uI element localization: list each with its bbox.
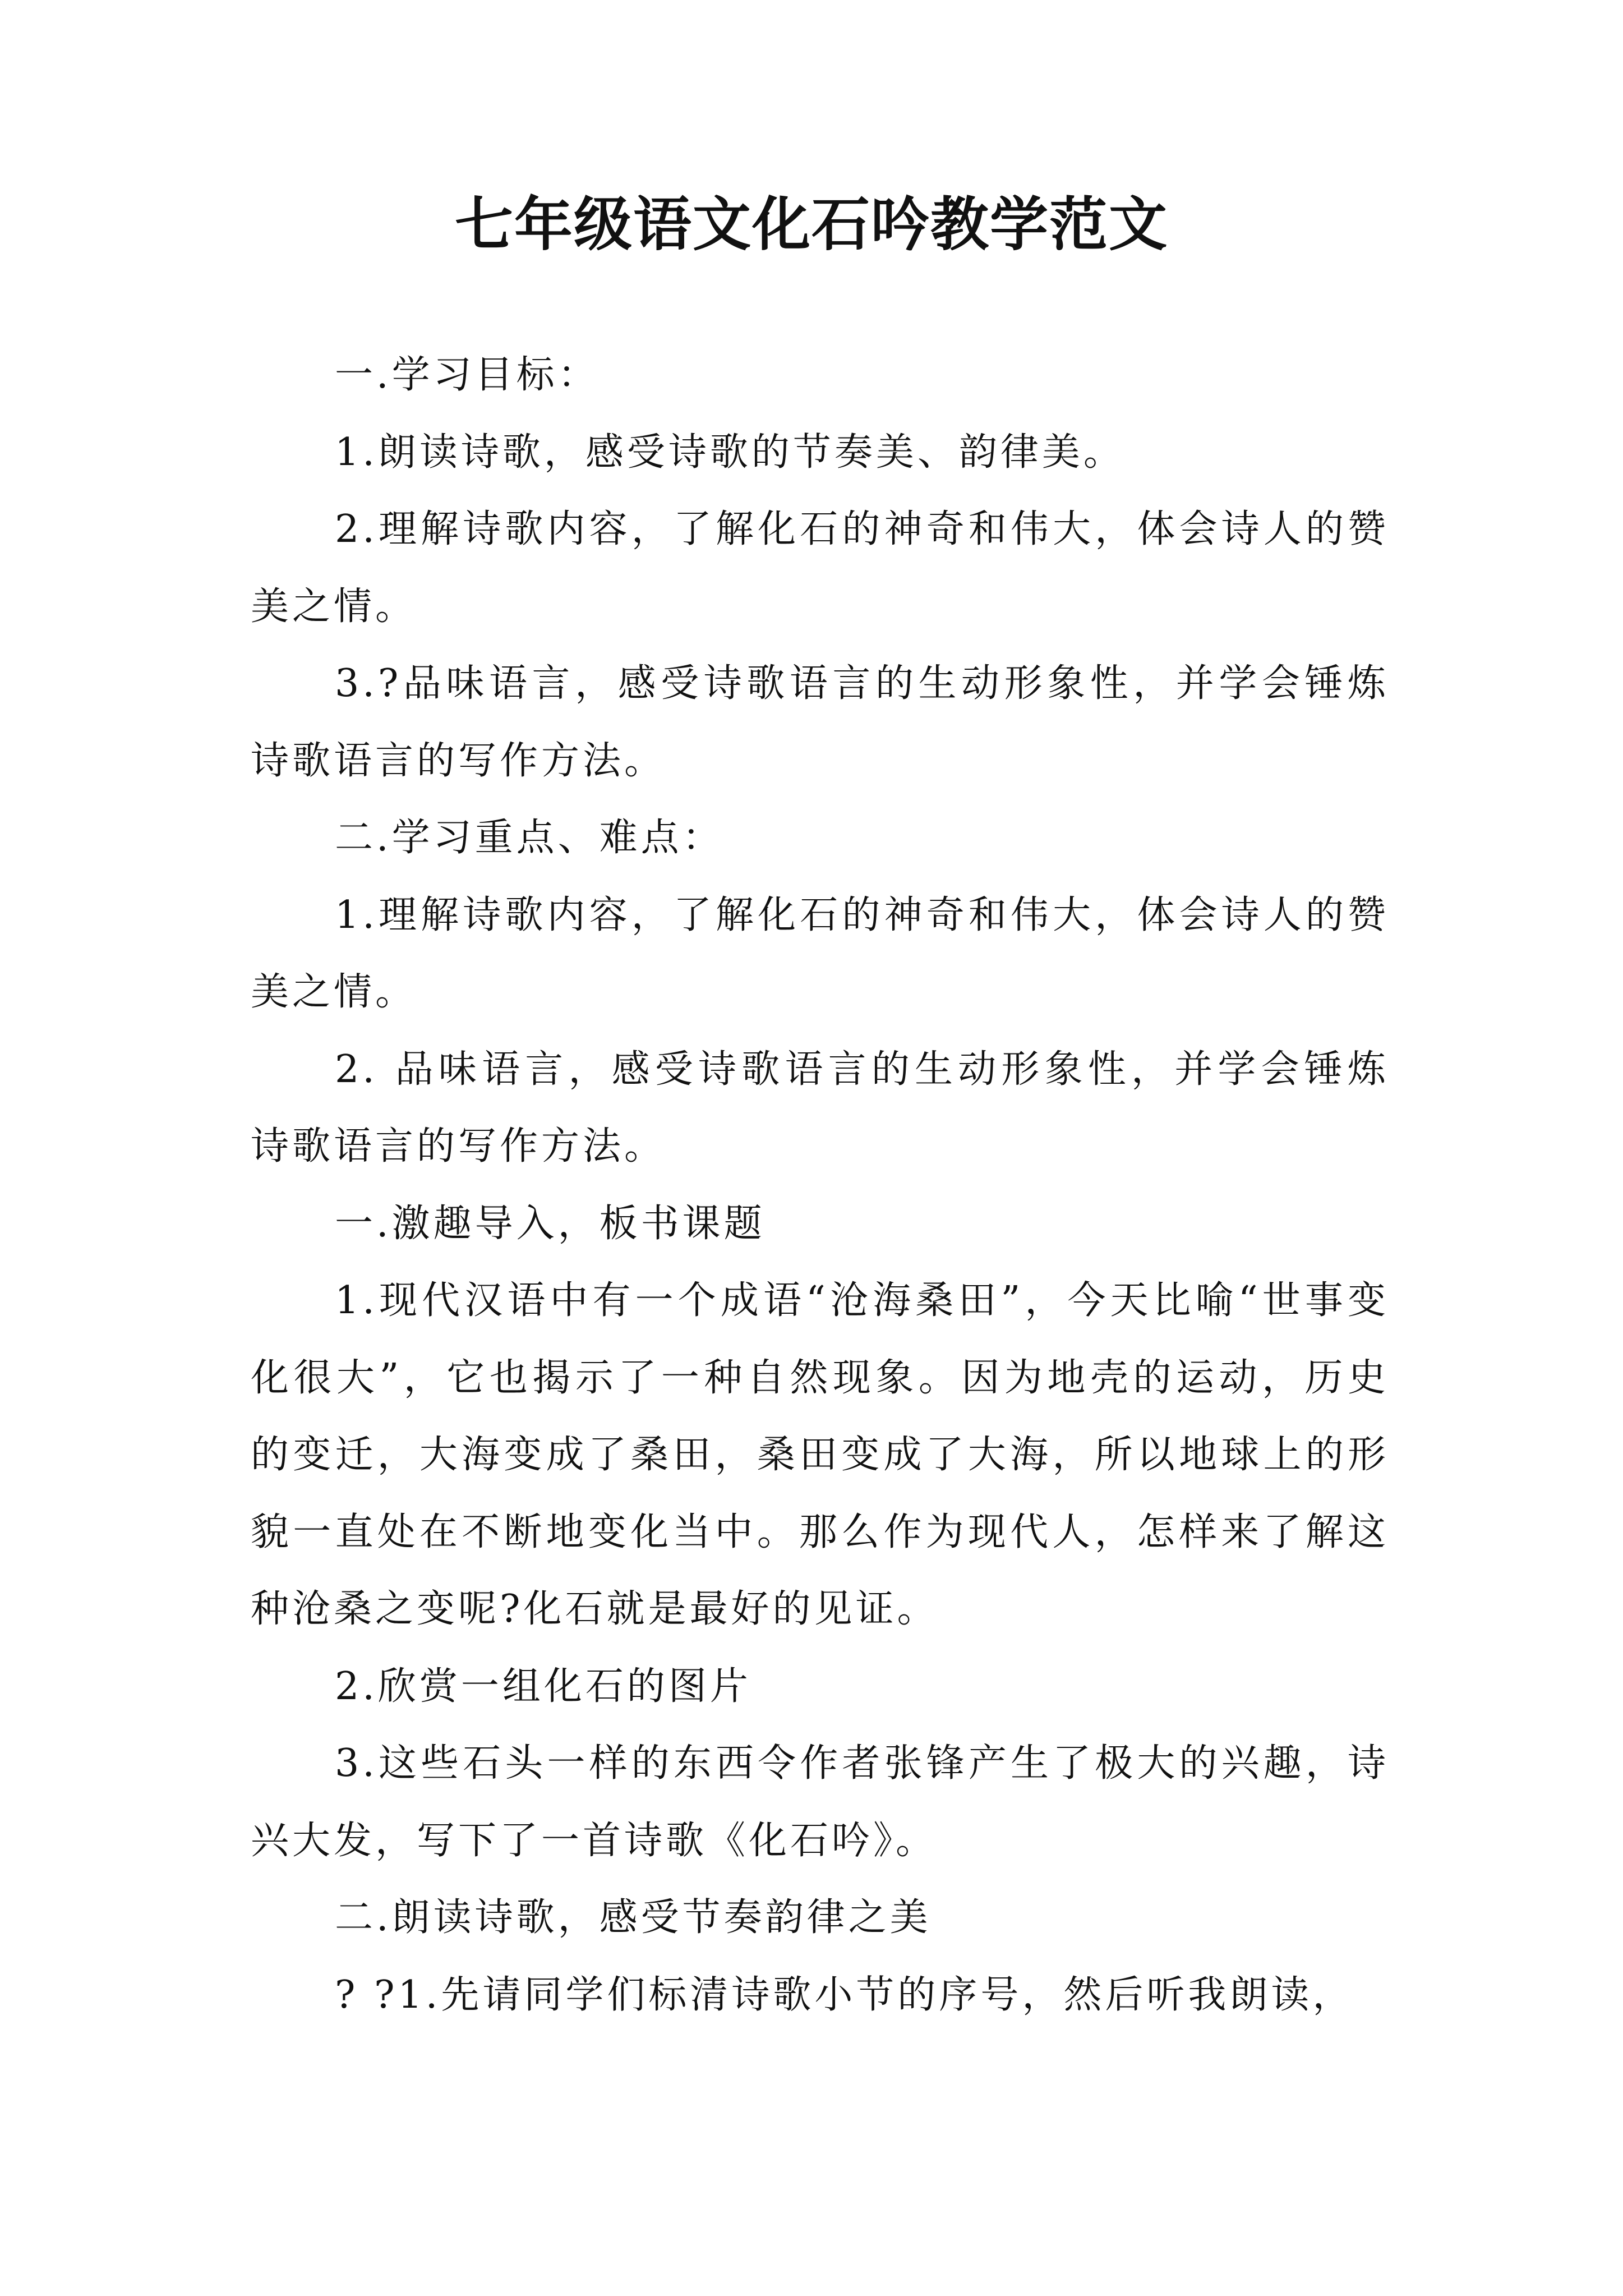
paragraph: 3.?品味语言，感受诗歌语言的生动形象性，并学会锤炼诗歌语言的写作方法。	[251, 661, 1389, 783]
paragraph: 一.学习目标：	[335, 353, 600, 397]
document-body	[251, 337, 1389, 2033]
paragraph: ? ?1.先请同学们标清诗歌小节的序号，然后听我朗读，	[335, 1972, 1354, 2017]
document-title: 七年级语文化石吟教学范文	[454, 190, 1168, 259]
paragraph: 2.欣赏一组化石的图片	[335, 1664, 751, 1709]
paragraph: 1.理解诗歌内容，了解化石的神奇和伟大，体会诗人的赞美之情。	[251, 892, 1389, 1014]
paragraph: 2. 品味语言，感受诗歌语言的生动形象性，并学会锤炼诗歌语言的写作方法。	[251, 1047, 1389, 1168]
paragraph: 1.现代汉语中有一个成语“沧海桑田”，今天比喻“世事变化很大”，它也揭示了一种自然现象。因为地壳的运动，历史的变迁，大海变成了桑田，桑田变成了大海，所以地球上的形貌一直处在不断地变化当中。那么作为现代人，怎样来了解这种沧桑之变呢?化石就是最好的见证。	[251, 1278, 1389, 1631]
paragraph: 2.理解诗歌内容，了解化石的神奇和伟大，体会诗人的赞美之情。	[251, 507, 1389, 629]
paragraph: 3.这些石头一样的东西令作者张锋产生了极大的兴趣，诗兴大发，写下了一首诗歌《化石吟》。	[251, 1741, 1389, 1863]
paragraph: 二.学习重点、难点：	[335, 816, 724, 860]
paragraph: 1.朗读诗歌，感受诗歌的节奏美、韵律美。	[335, 430, 1125, 475]
paragraph: 二.朗读诗歌，感受节奏韵律之美	[335, 1895, 932, 1940]
paragraph: 一.激趣导入，板书课题	[335, 1201, 766, 1246]
